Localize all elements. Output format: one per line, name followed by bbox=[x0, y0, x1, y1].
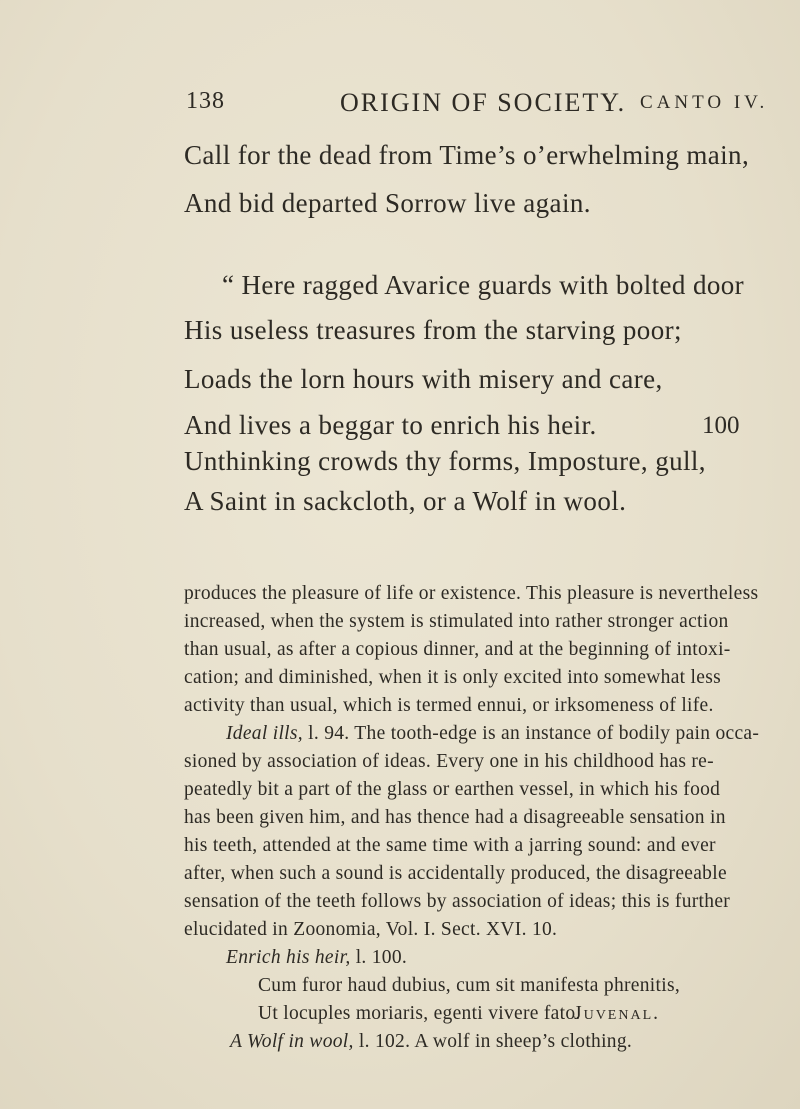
verse-line: Loads the lorn hours with misery and care, bbox=[184, 364, 663, 394]
quote-author: Juvenal. bbox=[574, 1003, 661, 1024]
note-line: produces the pleasure of life or existence. This pleasure is nevertheless bbox=[184, 583, 759, 604]
note-line: increased, when the system is stimulated into rather stronger action bbox=[184, 611, 729, 632]
note-paragraph-wolf bbox=[230, 1031, 632, 1053]
note-line: elucidated in Zoonomia, Vol. I. Sect. XVI. 10. bbox=[184, 919, 558, 940]
note-line: cation; and diminished, when it is only excited into somewhat less bbox=[184, 667, 722, 688]
note-text: l. 102. A wolf in sheep’s clothing. bbox=[353, 1031, 633, 1052]
note-paragraph-ideal-ills bbox=[226, 723, 759, 745]
verse-line: And lives a beggar to enrich his heir. bbox=[184, 410, 597, 440]
verse-line: “ Here ragged Avarice guards with bolted door bbox=[222, 270, 745, 300]
note-reference: Ideal ills, bbox=[226, 723, 303, 744]
note-line: sioned by association of ideas. Every one in his childhood has re- bbox=[184, 751, 714, 772]
page-number: 138 bbox=[186, 88, 225, 114]
note-text: l. 100. bbox=[350, 947, 408, 968]
note-line: has been given him, and has thence had a disagreeable sensation in bbox=[184, 807, 726, 828]
note-reference: Enrich his heir, bbox=[226, 947, 351, 968]
verse-line: And bid departed Sorrow live again. bbox=[184, 188, 591, 218]
running-title: ORIGIN OF SOCIETY. bbox=[340, 88, 627, 117]
latin-quote-line: Cum furor haud dubius, cum sit manifesta phrenitis, bbox=[258, 975, 681, 996]
note-text: l. 94. The tooth-edge is an instance of bodily pain occa- bbox=[302, 723, 760, 744]
note-line: after, when such a sound is accidentally produced, the disagreeable bbox=[184, 863, 727, 884]
latin-quote-line: Ut locuples moriaris, egenti vivere fato. bbox=[258, 1003, 581, 1024]
note-line: peatedly bit a part of the glass or earthen vessel, in which his food bbox=[184, 779, 721, 800]
note-line: his teeth, attended at the same time with a jarring sound: and ever bbox=[184, 835, 716, 856]
verse-line: Unthinking crowds thy forms, Imposture, gull, bbox=[184, 446, 706, 476]
note-line: than usual, as after a copious dinner, and at the beginning of intoxi- bbox=[184, 639, 731, 660]
note-line: sensation of the teeth follows by association of ideas; this is further bbox=[184, 891, 731, 912]
canto-label: CANTO IV. bbox=[640, 92, 769, 113]
note-line: activity than usual, which is termed ennui, or irksomeness of life. bbox=[184, 695, 714, 716]
verse-line: A Saint in sackcloth, or a Wolf in wool. bbox=[184, 486, 627, 516]
note-paragraph-enrich bbox=[226, 947, 407, 969]
verse-line: His useless treasures from the starving poor; bbox=[184, 315, 682, 345]
note-reference: A Wolf in wool, bbox=[230, 1031, 354, 1052]
verse-line: Call for the dead from Time’s o’erwhelming main, bbox=[184, 140, 750, 170]
verse-line-number: 100 bbox=[702, 412, 740, 439]
